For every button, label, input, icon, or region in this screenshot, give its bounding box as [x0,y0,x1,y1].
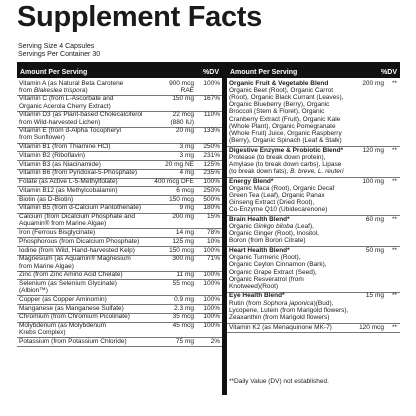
blend-row [227,246,400,292]
left-header [17,67,222,78]
nutrient-dv: 100% [203,178,220,186]
blend-ingredient: Organic Resveratrol (from [229,275,304,283]
blend-name: Eye Health Blend* [229,292,285,300]
nutrient-amount: 14 mg [175,229,194,237]
nutrient-amount: 300 mg [172,255,194,263]
nutrient-name: Vitamin B6 (from Pyridoxal-5-Phosphate) [19,169,138,177]
nutrient-name: Vitamin B2 (Riboflavin) [19,151,85,159]
nutrient-amount: 4 mg [179,169,194,177]
blend-row [227,292,400,324]
blend-ingredient: Organic Blueberry (Berry), Organic [229,101,330,109]
blend-ingredient: (Berry), Organic Spinach (Leaf & Stalk) [229,137,342,144]
nutrient-dv: 125% [203,160,220,168]
nutrient-dv: 235% [203,169,220,177]
blend-row [227,323,400,334]
blend-ingredient: Green Tea (Leaf), Organic Panax [229,192,325,200]
nutrient-row [17,79,222,96]
blend-dv: ** [391,146,397,154]
nutrient-dv: 2% [210,338,220,346]
nutrient-dv: 71% [206,255,220,263]
nutrient-amount: 0.9 mg [174,295,194,303]
blend-ingredient: Boron (from Boron Citrate) [229,237,306,245]
blend-amount: 200 mg [362,79,384,87]
nutrient-amount: 45 mcg [172,322,194,330]
nutrient-amount: 400 mcg DFE [154,178,194,186]
nutrient-dv: 100% [203,79,220,87]
nutrient-amount: 3 mg [179,143,194,151]
nutrient-dv: 180% [203,204,220,212]
nutrient-amount: RAE [180,86,194,94]
nutrient-row [17,111,222,128]
nutrient-name: Magnesium (as Aquamin® Magnesium [19,255,131,263]
blend-ingredient: Rutin (from Sophora japonica)(Bud), [229,299,334,307]
blend-ingredient: Organic Maca (Root), Organic Decaf [229,184,335,192]
nutrient-amount: 200 mg [172,213,194,221]
nutrient-dv: 110% [203,111,220,119]
nutrient-amount: 75 mg [175,338,194,346]
nutrient-dv: 100% [203,313,220,321]
nutrient-dv: 10% [206,237,220,245]
nutrient-name: Iodine (from Wild, Hand-harvested Kelp) [19,246,135,254]
nutrient-name: Phosphorous (from Dicalcium Phosphate) [19,237,140,245]
blend-ingredient: Ginseng Extract (Dried Root), [229,199,315,207]
nutrient-dv: 100% [203,322,220,330]
nutrient-amount: 150 mcg [169,246,194,254]
dv-label-left: %DV [203,69,219,76]
blend-ingredient: Amylase (to break down carbs), Lipase [229,160,342,168]
blend-dv: ** [391,247,397,255]
blend-dv: ** [391,177,397,185]
nutrient-amount: 150 mg [172,95,194,103]
nutrient-name: Selenium (as Selenium Glycinate) [19,279,117,287]
nutrient-name: Vitamin B12 (as Methylcobalamin) [19,186,118,194]
blend-ingredient: Organic Grape Extract (Seed), [229,268,317,276]
blend-amount: 15 mg [365,292,384,300]
nutrient-name: (Albion™) [19,287,48,295]
blend-name: Digestive Enzyme & Probiotic Blend* [229,146,344,154]
nutrient-name: Copper (as Copper Aminomin) [19,295,107,303]
blend-ingredient: Broccoli (Stem & Floret), Organic [229,108,325,116]
blend-amount: 50 mg [365,247,384,255]
nutrient-dv: 100% [203,279,220,287]
nutrient-name: Folate (as Active L-5-Methylfolate) [19,178,118,186]
blend-dv: ** [391,323,397,331]
blend-ingredient: (Root), Organic Black Currant (Leaves), [229,94,344,102]
nutrient-name: Vitamin B1 (from Thiamine HCl) [19,143,111,151]
nutrient-row [17,322,222,339]
nutrient-amount: 20 mg NE [165,160,194,168]
nutrient-row [17,213,222,230]
nutrient-name: Vitamin A (as Natural Beta Carotene [19,79,124,87]
serving-size: Serving Size 4 Capsules [18,43,95,50]
nutrient-amount: 35 mcg [172,313,194,321]
blend-row [227,177,400,216]
nutrient-dv: 100% [203,304,220,312]
nutrient-row [17,279,222,296]
blend-ingredient: Protease (to break down protein), [229,153,326,161]
nutrient-amount: 55 mcg [172,279,194,287]
nutrient-name: Vitamin B3 (as Niacinamide) [19,160,101,168]
nutrient-name: Vitamin E (from d-Alpha Tocopheryl [19,127,122,135]
blend-ingredient: Organic Ginkgo biloba (Leaf), [229,223,314,231]
nutrient-dv: 250% [203,143,220,151]
servings-per-container: Servings Per Container 30 [18,51,101,58]
blend-name: Heart Health Blend* [229,247,290,255]
blend-name: Vitamin K2 (as Menaquinone MK-7) [229,323,332,331]
blend-ingredient: (Whole Fruit) Juice, Organic Raspberry [229,129,342,137]
blend-ingredient: Organic Ginger (Root), Inositol, [229,230,319,238]
blend-name: Energy Blend* [229,177,274,185]
nutrient-dv: 250% [203,186,220,194]
nutrient-name: Vitamin B5 (from d-Calcium Pantothenate) [19,204,141,212]
blend-ingredient: Zeaxanthin (from Marigold flowers) [229,313,330,321]
nutrient-name: Iron (Ferrous Bisglycinate) [19,229,96,237]
blend-row [227,215,400,247]
nutrient-amount: 2.3 mg [174,304,194,312]
nutrient-amount: 9 mg [179,204,194,212]
nutrient-name: from Sunflower) [19,134,65,142]
nutrient-name: Manganese (as Manganese Sulfate) [19,304,124,312]
nutrient-dv: 100% [203,246,220,254]
italic-species-name: Sophora japonica [262,299,314,307]
right-header [227,67,400,78]
nutrient-dv: 100% [203,295,220,303]
blend-dv: ** [391,292,397,300]
blend-name: Brain Health Blend* [229,215,290,223]
blend-ingredient: Knotweed)(Root) [229,282,279,290]
nutrient-name: Zinc (from Zinc Amino Acid Chelate) [19,271,123,279]
blend-amount: 120 mcg [359,323,384,331]
dv-label-right: %DV [381,69,397,76]
nutrient-amount: (880 IU) [170,118,194,126]
nutrient-dv: 133% [203,127,220,135]
nutrient-name: Biotin (as D-Biotin) [19,195,74,203]
blend-amount: 120 mg [362,146,384,154]
nutrient-amount: 20 mg [175,127,194,135]
nutrient-row [17,95,222,112]
blend-ingredient: Organic Ceylon Cinnamon (Bark), [229,261,327,269]
nutrient-name: Molybdenum (as Molybdenum [19,322,107,330]
blend-dv: ** [391,215,397,223]
blend-amount: 100 mg [362,177,384,185]
nutrient-name: from Marine Algae) [19,262,74,270]
italic-species-name: Blakeslea trispora [33,86,86,94]
nutrient-row [17,337,222,347]
nutrient-name: Krebs Complex) [19,329,66,337]
supplement-facts-title: Supplement Facts [17,1,262,33]
nutrient-amount: 22 mcg [172,111,194,119]
blend-dv: ** [391,79,397,87]
nutrient-name: Aquamin® from Marine Algae) [19,220,107,228]
nutrient-row [17,127,222,144]
blend-ingredient: Co-Enzyme Q10 (Ubidecarenone) [229,206,328,214]
nutrient-name: Vitamin D3 (as Plant-based Cholecalciferol [19,111,143,119]
nutrient-name: Chromium (from Chromium Picolinate) [19,313,130,321]
nutrient-dv: 78% [206,229,220,237]
blend-ingredient: Organic Beet (Root), Organic Carrot [229,86,334,94]
nutrient-amount: 11 mg [176,271,194,279]
nutrient-name: Organic Acerola Cherry Extract) [19,102,111,110]
nutrient-name: from Blakeslea trispora) [19,86,88,94]
blend-ingredient: (to break down fats), B. breve, L. reuteri [229,168,344,176]
nutrient-dv: 100% [203,271,220,279]
blend-row [227,79,400,147]
nutrient-dv: 15% [206,213,220,221]
nutrient-name: Potassium (from Potassium Chloride) [19,338,127,346]
nutrient-amount: 3 mg [179,151,194,159]
blend-name: Organic Fruit & Vegetable Blend [229,79,329,87]
blend-row [227,146,400,178]
italic-species-name: Ginkgo biloba [253,223,294,231]
amount-per-serving-label-right: Amount Per Serving [230,69,298,76]
nutrient-amount: 150 mcg [169,195,194,203]
nutrient-amount: 6 mcg [176,186,194,194]
blend-ingredient: Lycopene, Lutein (from Marigold flowers), [229,306,349,314]
nutrient-name: from Wild-harvested Lichen) [19,118,101,126]
blend-ingredient: Organic Turmeric (Root), [229,254,301,262]
amount-per-serving-label: Amount Per Serving [20,69,88,76]
nutrient-name: Calcium (from Dicalcium Phosphate and [19,213,135,221]
nutrient-name: Vitamin C (from L-Ascorbate and [19,95,114,103]
blend-ingredient: Cranberry Extract (Fruit), Organic Kale [229,115,341,123]
nutrient-amount: 125 mg [172,237,194,245]
blend-amount: 60 mg [365,215,384,223]
nutrient-dv: 500% [203,195,220,203]
italic-species-name: B. breve, L. reuteri [290,168,344,176]
footnote: **Daily Value (DV) not established. [229,378,329,385]
nutrient-amount: 900 mcg [169,79,194,87]
nutrient-dv: 167% [203,95,220,103]
nutrient-dv: 231% [203,151,220,159]
nutrient-row [17,255,222,272]
blend-ingredient: (Whole Plant), Organic Pomegranate [229,122,336,130]
